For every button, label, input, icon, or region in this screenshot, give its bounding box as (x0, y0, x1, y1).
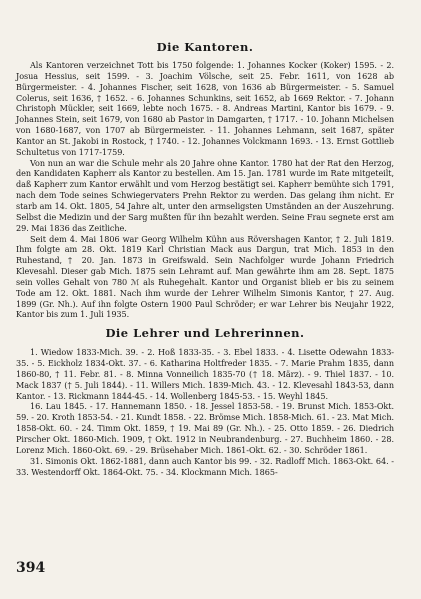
section-heading-kantoren: Die Kantoren. (156, 40, 254, 54)
paragraph: Seit dem 4. Mai 1806 war Georg Wilhelm Kühn aus Rövershagen Kantor, † 2. Juli 1819. Ihm folgte am 28. Okt. 1819 Karl Christian Mack aus Dargun, trat Mich. 1853 in den Ruhestand, † 20. Jan. 1873 in Greifswald. Sein Nachfolger wurde Johann Friedrich Klevesahl. Dieser gab Mich. 1875 sein Lehramt auf. Man gewährte ihm am 28. Sept. 1875 sein volles Gehalt von 780 ℳ als Ruhegehalt. Kantor und Organist blieb er bis zu seinem Tode am 12. Okt. 1881. Nach ihm wurde der Lehrer Wilhelm Simonis Kantor, † 27. Aug. 1899 (Gr. Nh.). Auf ihn folgte Ostern 1900 Paul Schröder; er war Lehrer bis Neujahr 1922, Kantor bis zum 1. Juli 1935. (16, 233, 394, 320)
document-page (16, 40, 394, 477)
paragraph: 16. Lau 1845. - 17. Hannemann 1850. - 18. Jessel 1853-58. - 19. Brunst Mich. 1853-Okt. 59. - 20. Kroth 1853-54. - 21. Kundt 1858. - 22. Brömse Mich. 1858-Mich. 61. - 23. Mat Mich. 1858-Okt. 60. - 24. Timm Okt. 1859, † 19. Mai 89 (Gr. Nh.). - 25. Otto 1859. - 26. Diedrich Pirscher Okt. 1860-Mich. 1909, † Okt. 1912 in Neubrandenburg. - 27. Buchheim 1860. - 28. Lorenz Mich. 1860-Okt. 69. - 29. Brüsehaber Mich. 1861-Okt. 62. - 30. Schröder 1861. (16, 401, 394, 455)
page-number: 394 (16, 560, 46, 576)
paragraph: 1. Wiedow 1833-Mich. 39. - 2. Hoß 1833-35. - 3. Ebel 1833. - 4. Lisette Odewahn 1833-35. - 5. Eickholz 1834-Okt. 37. - 6. Katharina Holtfreder 1835. - 7. Marie Prahm 1835, dann 1860-80, † 11. Febr. 81. - 8. Minna Vonneilich 1835-70 († 18. März). - 9. Thiel 1837. - 10. Mack 1837 († 5. Juli 1844). - 11. Willers Mich. 1839-Mich. 43. - 12. Klevesahl 1843-53, dann Kantor. - 13. Rickmann 1844-45. - 14. Wollenberg 1845-53. - 15. Weyhl 1845. (16, 347, 394, 401)
section-heading-lehrer: Die Lehrer und Lehrerinnen. (105, 326, 305, 341)
paragraph: Von nun an war die Schule mehr als 20 Jahre ohne Kantor. 1780 hat der Rat den Herzog, den Kandidaten Kapherr als Kantor zu bestellen. Am 15. Jan. 1781 wurde im Rate mitgeteilt, daß Kapherr zum Kantor erwählt und vom Herzog bestätigt sei. Kapherr bemühte sich 1791, nach dem Tode seines Schwiegervaters Prehn Rektor zu werden. Das gelang ihm nicht. Er starb am 14. Okt. 1805, 54 Jahre alt, unter den armseligsten Umständen an der Auszehrung. Selbst die Medizin und der Sarg mußten für ihn bezahlt werden. Seine Frau segnete erst am 29. Mai 1836 das Zeitliche. (16, 157, 394, 233)
paragraph: Als Kantoren verzeichnet Tott bis 1750 folgende: 1. Johannes Kocker (Koker) 1595. - 2. Josua Hessius, seit 1599. - 3. Joachim Völsche, seit 25. Febr. 1611, von 1628 ab Bürgermeister. - 4. Johannes Fischer, seit 1628, von 1636 ab Bürgermeister. - 5. Samuel Colerus, seit 1636, † 1652. - 6. Johannes Schunkins, seit 1652, ab 1669 Rektor. - 7. Johann Christoph Mückler, seit 1669, lebte noch 1675. - 8. Andreas Martini, Kantor bis 1679. - 9. Johannes Stein, seit 1679, von 1680 ab Pastor in Damgarten, † 1717. - 10. Johann Michelsen von 1680-1687, von 1707 ab Bürgermeister. - 11. Johannes Lehmann, seit 1687, später Kantor an St. Jakobi in Rostock, † 1740. - 12. Johannes Volckmann 1693. - 13. Ernst Gottlieb Schultetus von 1717-1759. (16, 60, 394, 157)
paragraph: 31. Simonis Okt. 1862-1881, dann auch Kantor bis 99. - 32. Radloff Mich. 1863-Okt. 64. - 33. Westendorff Okt. 1864-Okt. 75. - 34. Klockmann Mich. 1865- (16, 455, 394, 477)
